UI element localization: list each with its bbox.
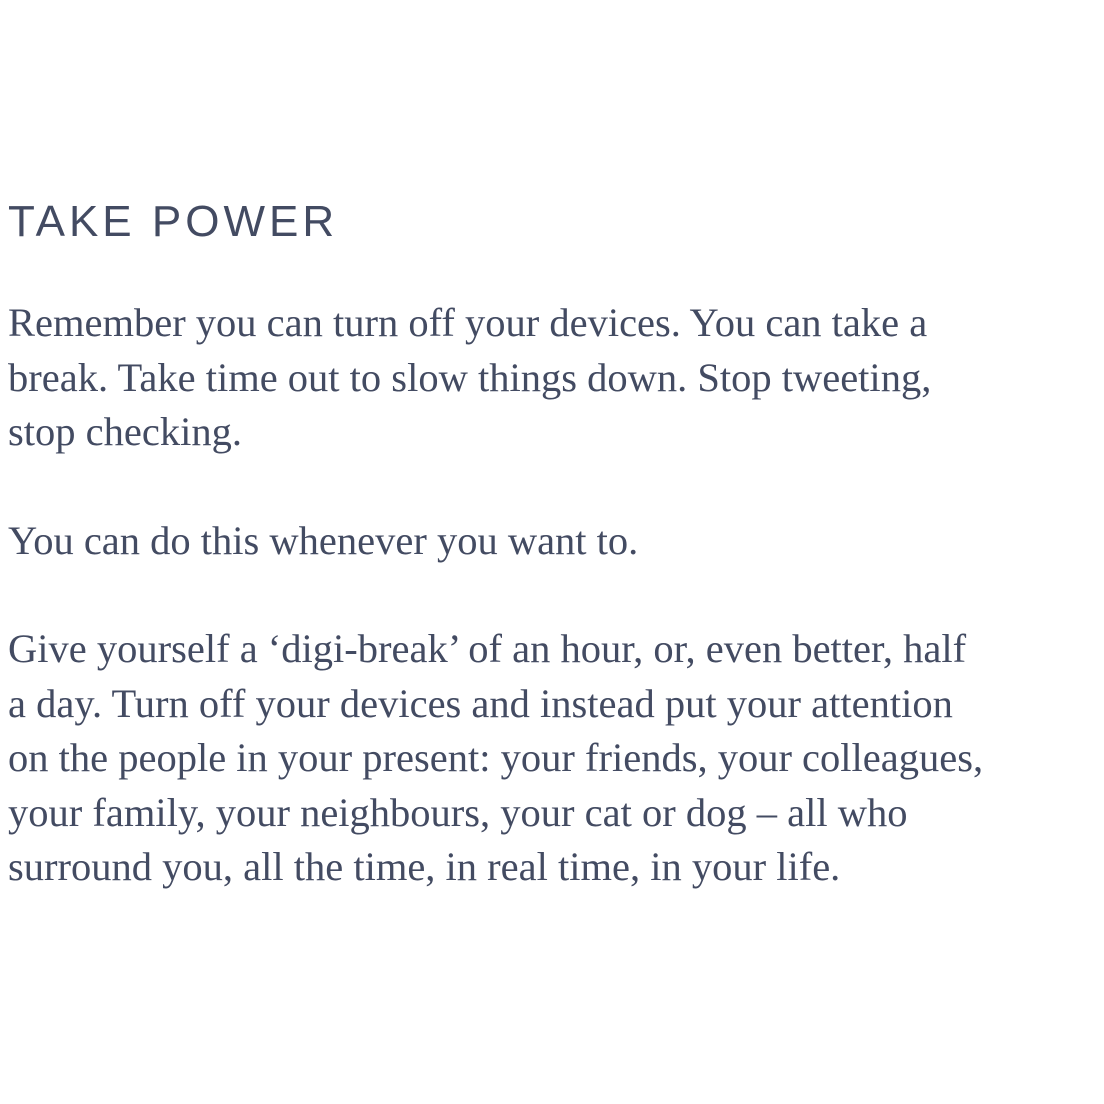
text-line: stop checking.: [8, 409, 242, 454]
text-line: Give yourself a ‘digi-break’ of an hour, or, even better, half: [8, 626, 967, 671]
text-line: on the people in your present: your friends, your colleagues,: [8, 735, 984, 780]
paragraph-whenever: [8, 514, 638, 569]
text-line: break. Take time out to slow things down. Stop tweeting,: [8, 354, 932, 400]
text-line: your family, your neighbours, your cat or dog – all who: [8, 789, 908, 835]
text-line: a day. Turn off your devices and instead put your attention: [8, 680, 953, 726]
paragraph-digi-break: [8, 622, 983, 895]
page-title: TAKE POWER: [8, 197, 339, 246]
text-line: surround you, all the time, in real time, in your life.: [8, 844, 841, 889]
text-line: You can do this whenever you want to.: [8, 518, 639, 563]
paragraph-take-a-break: [8, 296, 931, 460]
text-line: Remember you can turn off your devices. You can take a: [8, 300, 928, 345]
